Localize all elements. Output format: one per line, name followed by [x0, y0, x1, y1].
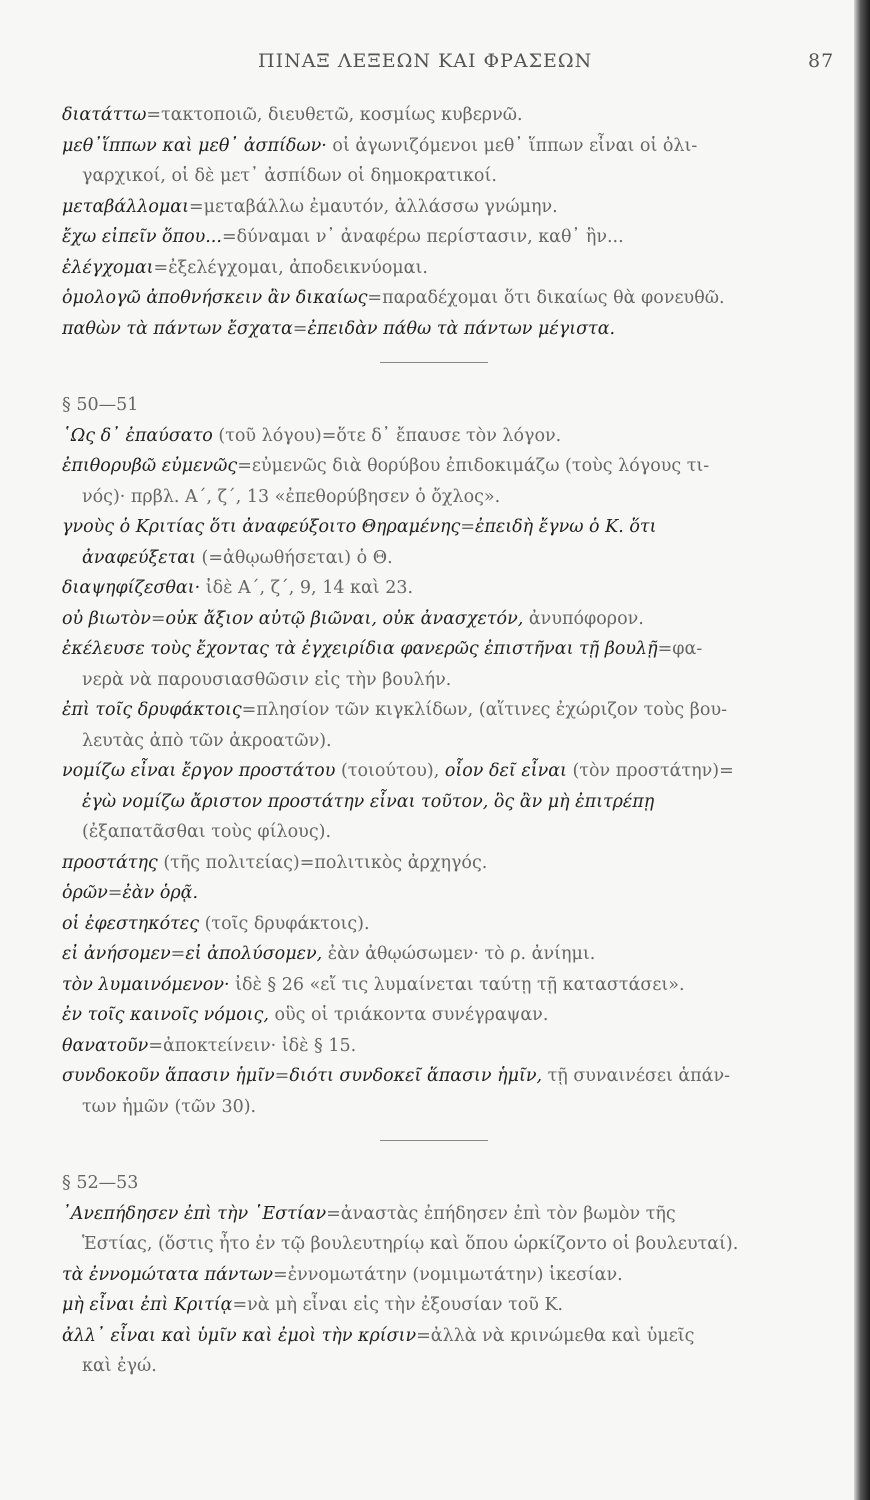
glossary-line: [62, 939, 834, 970]
greek-gloss: =πλησίον τῶν κιγκλίδων, (αἵτινες ἐχώριζον τοὺς βου-: [241, 700, 727, 720]
glossary-line: [62, 1290, 834, 1321]
glossary-line: [62, 1199, 834, 1230]
glossary-line: [62, 131, 834, 162]
greek-gloss: των ἡμῶν (τῶν 30).: [82, 1096, 257, 1117]
greek-term: ὁμολογῶ ἀποθνήσκειν ἂν δικαίως: [62, 288, 368, 308]
greek-gloss: τῇ συναινέσει ἁπάν-: [542, 1066, 731, 1086]
greek-gloss: =ἀναστὰς ἐπήδησεν ἐπὶ τὸν βωμὸν τῆς: [326, 1203, 676, 1224]
glossary-line: [62, 543, 834, 574]
glossary-line: [62, 421, 834, 452]
greek-gloss: ἰδὲ § 26 «εἴ τις λυμαίνεται ταύτῃ τῇ καταστάσει».: [229, 974, 685, 995]
greek-gloss: νός)· πρβλ. Α´, ζ´, 13 «ἐπεθορύβησεν ὁ ὄχλος».: [82, 486, 501, 507]
greek-term: ἐὰν ὁρᾷ.: [122, 883, 199, 903]
greek-term: εἰ ἀνήσομεν: [62, 944, 171, 964]
greek-gloss: =: [292, 318, 308, 339]
glossary-line: [62, 283, 834, 314]
glossary-line: [62, 100, 834, 131]
glossary-line: [62, 1092, 834, 1123]
section-heading: [62, 1168, 834, 1199]
greek-gloss: =: [170, 944, 186, 964]
greek-term: ῾Ως δ᾽ ἐπαύσατο: [62, 425, 213, 446]
greek-gloss: =φα-: [657, 639, 703, 659]
greek-term: διότι συνδοκεῖ ἅπασιν ἡμῖν,: [289, 1066, 543, 1086]
greek-gloss: =: [274, 1066, 290, 1086]
greek-term: οἱ ἐφεστηκότες: [62, 913, 199, 934]
running-header: [0, 50, 870, 80]
greek-gloss: (τοιούτου),: [335, 761, 445, 781]
glossary-line: [62, 726, 834, 757]
glossary-line: [62, 817, 834, 848]
glossary-line: [62, 222, 834, 253]
greek-gloss: =δύναμαι ν᾽ ἀναφέρω περίστασιν, καθ᾽ ἣν...: [221, 227, 624, 247]
greek-term: προστάτης: [62, 852, 158, 873]
greek-term: οὐ βιωτὸν: [62, 608, 151, 629]
glossary-line: [62, 604, 834, 635]
greek-gloss: οἱ ἀγωνιζόμενοι μεθ᾽ ἵππων εἶναι οἱ ὀλι-: [326, 135, 698, 156]
greek-gloss: =εὐμενῶς διὰ θορύβου ἐπιδοκιμάζω (τοὺς λόγους τι-: [237, 456, 710, 476]
page-edge-shadow: [854, 0, 870, 1500]
greek-term: μεθ᾽ἵππων καὶ μεθ᾽ ἀσπίδων·: [62, 135, 327, 156]
greek-term: νομίζω εἶναι ἔργον προστάτου: [62, 761, 336, 781]
greek-term: ἐπὶ τοῖς δρυφάκτοις: [62, 700, 242, 720]
glossary-line: [62, 1000, 834, 1031]
greek-gloss: (τοῖς δρυφάκτοις).: [199, 913, 370, 934]
greek-gloss: οὓς οἱ τριάκοντα συνέγραψαν.: [268, 1005, 549, 1025]
greek-term: ἔχω εἰπεῖν ὅπου...: [62, 227, 222, 247]
glossary-line: [62, 1061, 834, 1092]
greek-term: ὁρῶν: [62, 883, 108, 903]
glossary-line: [62, 1031, 834, 1062]
greek-term: μεταβάλλομαι: [62, 196, 189, 217]
greek-gloss: (τοῦ λόγου)=ὅτε δ᾽ ἔπαυσε τὸν λόγον.: [212, 425, 562, 446]
glossary-line: [62, 665, 834, 696]
greek-term: τὰ ἐννομώτατα πάντων: [62, 1264, 274, 1285]
greek-gloss: (=ἀθῳωθήσεται) ὁ Θ.: [195, 547, 393, 568]
glossary-line: [62, 695, 834, 726]
glossary-line: [62, 878, 834, 909]
greek-term: ἀναφεύξεται: [82, 547, 196, 568]
greek-term: οἷον δεῖ εἶναι: [444, 761, 567, 781]
greek-term: τὸν λυμαινόμενον·: [62, 974, 230, 995]
greek-term: διαψηφίζεσθαι·: [62, 578, 201, 598]
glossary-line: [62, 1321, 834, 1352]
greek-gloss: =: [460, 517, 475, 537]
glossary-line: [62, 848, 834, 879]
greek-gloss: ἀνυπόφορον.: [523, 608, 644, 629]
greek-term: εἰ ἀπολύσομεν,: [185, 944, 323, 964]
glossary-line: [62, 253, 834, 284]
greek-gloss: =ἐξελέγχομαι, ἀποδεικνύομαι.: [153, 257, 428, 278]
greek-gloss: καὶ ἐγώ.: [82, 1356, 157, 1376]
greek-term: θανατοῦν: [62, 1035, 149, 1056]
greek-term: ἐπιθορυβῶ εὐμενῶς: [62, 456, 238, 476]
glossary-line: [62, 314, 834, 345]
glossary-line: [62, 161, 834, 192]
glossary-line: [62, 970, 834, 1001]
greek-term: γνοὺς ὁ Κριτίας ὅτι ἀναφεύξοιτο Θηραμένης: [62, 517, 461, 537]
glossary-line: [62, 573, 834, 604]
glossary-line: [62, 909, 834, 940]
glossary-line: [62, 1229, 834, 1260]
header-title: ΠΙΝΑΞ ΛΕΞΕΩΝ ΚΑΙ ΦΡΑΣΕΩΝ: [258, 50, 593, 72]
greek-gloss: =μεταβάλλω ἐμαυτόν, ἀλλάσσω γνώμην.: [188, 196, 558, 217]
glossary-line: [62, 1260, 834, 1291]
greek-gloss: (τῆς πολιτείας)=πολιτικὸς ἀρχηγός.: [157, 852, 488, 873]
greek-gloss: =νὰ μὴ εἶναι εἰς τὴν ἐξουσίαν τοῦ Κ.: [232, 1295, 564, 1315]
section-divider: [62, 344, 834, 386]
glossary-body: [62, 100, 834, 1382]
greek-gloss: § 50—51: [62, 395, 139, 415]
glossary-line: [62, 787, 834, 818]
greek-gloss: νερὰ νὰ παρουσιασθῶσιν εἰς τὴν βουλήν.: [82, 669, 452, 690]
greek-term: ἐπειδὴ ἔγνω ὁ Κ. ὅτι: [475, 517, 657, 537]
glossary-line: [62, 756, 834, 787]
greek-term: μὴ εἶναι ἐπὶ Κριτίᾳ: [62, 1295, 233, 1315]
greek-gloss: § 52—53: [62, 1173, 139, 1193]
greek-gloss: =: [150, 608, 166, 629]
greek-gloss: ἰδὲ Α´, ζ´, 9, 14 καὶ 23.: [200, 578, 414, 598]
greek-gloss: =: [107, 883, 123, 903]
section-divider: [62, 1122, 834, 1164]
greek-gloss: Ἑστίας, (ὅστις ἦτο ἐν τῷ βουλευτηρίῳ καὶ ὅπου ὡρκίζοντο οἱ βουλευταί).: [82, 1234, 739, 1254]
greek-term: οὐκ ἄξιον αὐτῷ βιῶναι, οὐκ ἀνασχετόν,: [165, 608, 524, 629]
greek-gloss: =ἐννομωτάτην (νομιμωτάτην) ἱκεσίαν.: [273, 1264, 623, 1285]
greek-gloss: =παραδέχομαι ὅτι δικαίως θὰ φονευθῶ.: [367, 288, 725, 308]
greek-gloss: ἐὰν ἀθῳώσωμεν· τὸ ρ. ἀνίημι.: [322, 944, 596, 964]
greek-term: ἐγὼ νομίζω ἄριστον προστάτην εἶναι τοῦτον, ὃς ἂν μὴ ἐπιτρέπῃ: [82, 791, 655, 812]
greek-term: ἐλέγχομαι: [62, 257, 154, 278]
greek-term: ἀλλ᾽ εἶναι καὶ ὑμῖν καὶ ἐμοὶ τὴν κρίσιν: [62, 1325, 417, 1346]
greek-term: διατάττω: [62, 105, 147, 125]
greek-gloss: =ἀλλὰ νὰ κρινώμεθα καὶ ὑμεῖς: [416, 1325, 695, 1346]
greek-gloss: =ἀποκτείνειν· ἰδὲ § 15.: [148, 1035, 357, 1056]
page-number: 87: [808, 50, 835, 72]
greek-term: συνδοκοῦν ἅπασιν ἡμῖν: [62, 1066, 275, 1086]
glossary-line: [62, 1351, 834, 1382]
greek-term: ἐπειδὰν πάθω τὰ πάντων μέγιστα.: [307, 318, 616, 339]
glossary-line: [62, 634, 834, 665]
glossary-line: [62, 192, 834, 223]
glossary-line: [62, 512, 834, 543]
glossary-line: [62, 451, 834, 482]
glossary-line: [62, 482, 834, 513]
greek-gloss: =τακτοποιῶ, διευθετῶ, κοσμίως κυβερνῶ.: [146, 105, 523, 125]
greek-gloss: λευτὰς ἀπὸ τῶν ἀκροατῶν).: [82, 730, 332, 751]
greek-gloss: (τὸν προστάτην)=: [566, 761, 734, 781]
section-heading: [62, 390, 834, 421]
greek-gloss: (ἐξαπατᾶσθαι τοὺς φίλους).: [82, 822, 332, 842]
greek-term: παθὼν τὰ πάντων ἔσχατα: [62, 318, 293, 339]
greek-term: ᾿Ανεπήδησεν ἐπὶ τὴν ῾Εστίαν: [62, 1203, 327, 1224]
greek-gloss: γαρχικοί, οἱ δὲ μετ᾽ ἀσπίδων οἱ δημοκρατικοί.: [82, 166, 497, 186]
greek-term: ἐκέλευσε τοὺς ἔχοντας τὰ ἐγχειρίδια φανερῶς ἐπιστῆναι τῇ βουλῇ: [62, 639, 658, 659]
greek-term: ἐν τοῖς καινοῖς νόμοις,: [62, 1005, 269, 1025]
